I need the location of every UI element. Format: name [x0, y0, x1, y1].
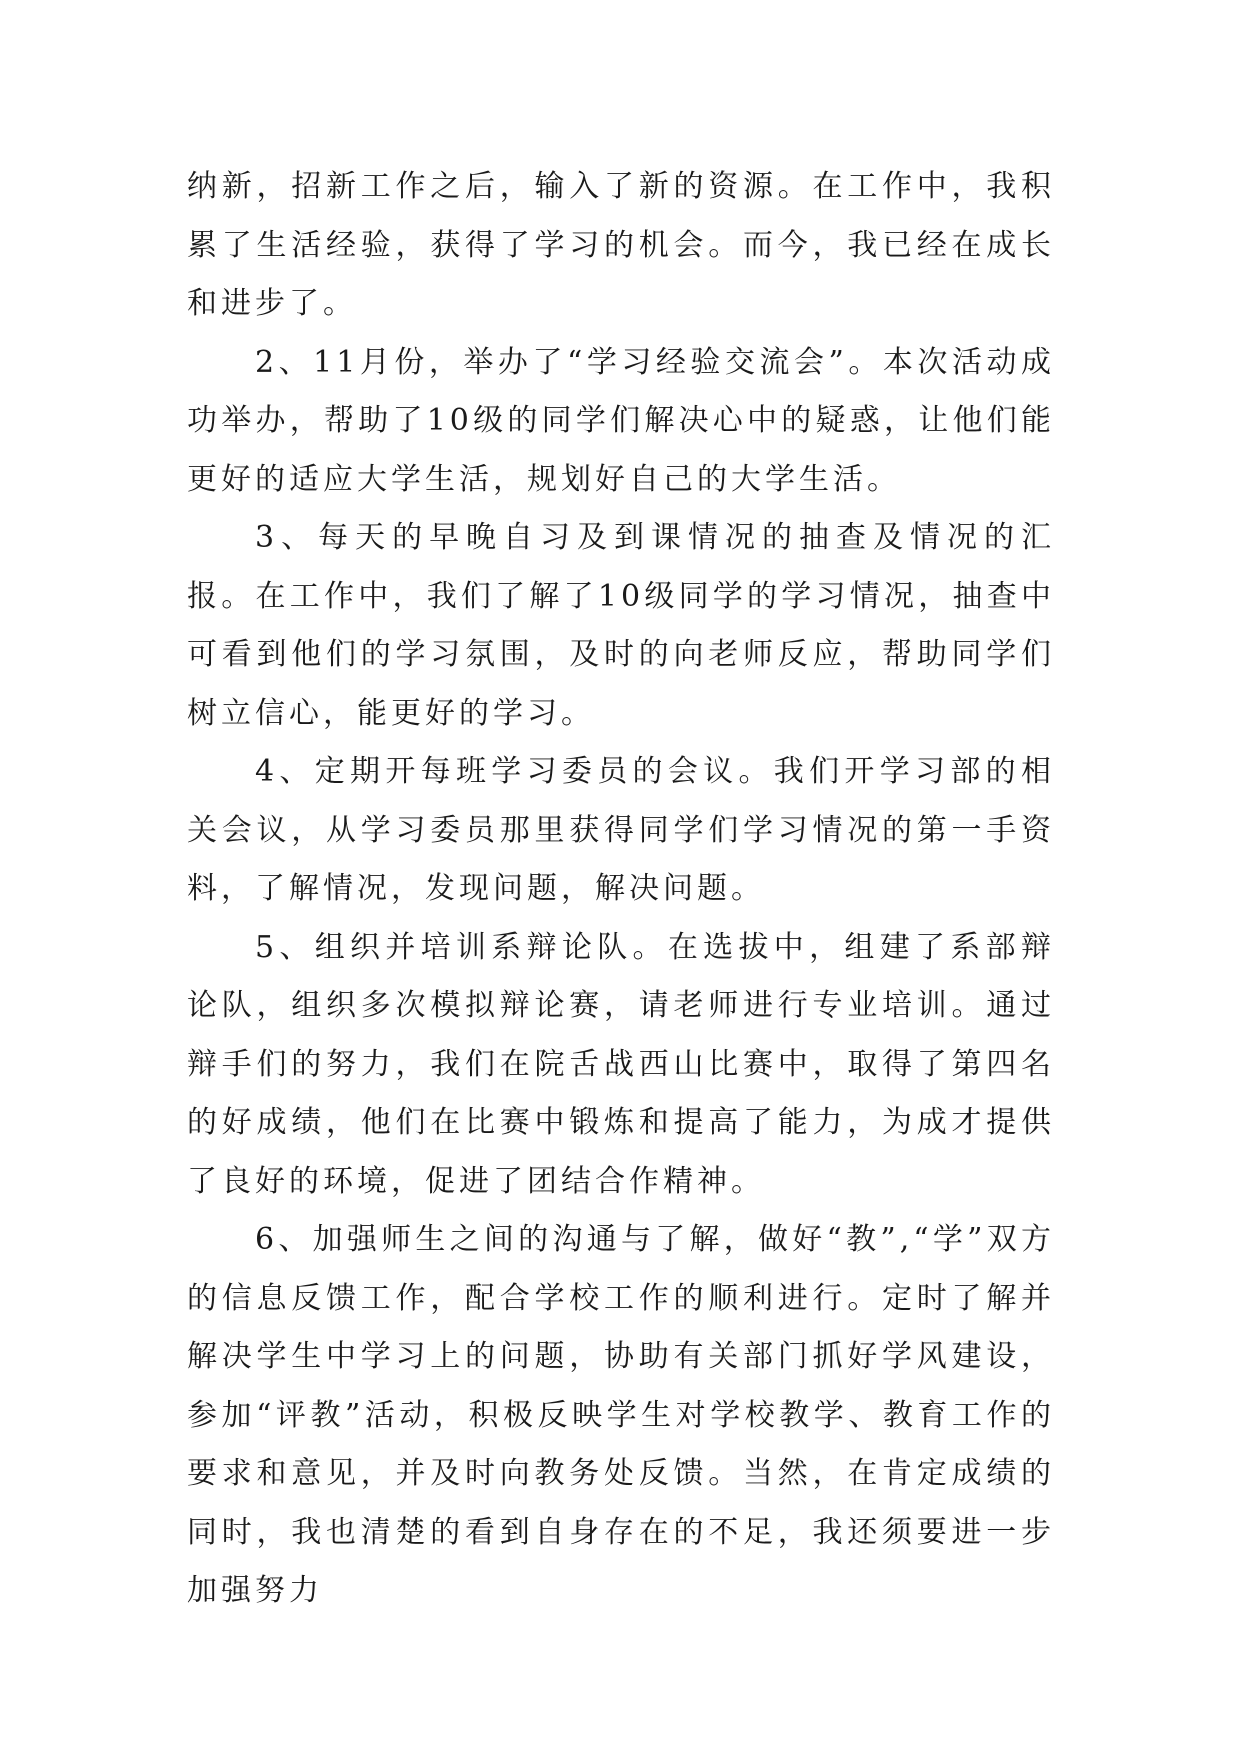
paragraph-item-3: 3、每天的早晚自习及到课情况的抽查及情况的汇报。在工作中，我们了解了10级同学的学习情况，抽查中可看到他们的学习氛围，及时的向老师反应，帮助同学们树立信心，能更好的学习。: [187, 520, 1055, 731]
paragraph-item-5: 5、组织并培训系辩论队。在选拔中，组建了系部辩论队，组织多次模拟辩论赛，请老师进行专业培训。通过辩手们的努力，我们在院舌战西山比赛中，取得了第四名的好成绩，他们在比赛中锻炼和提高了能力，为成才提供了良好的环境，促进了团结合作精神。: [187, 929, 1055, 1199]
paragraph-item-2: 2、11月份，举办了“学习经验交流会”。本次活动成功举办，帮助了10级的同学们解决心中的疑惑，让他们能更好的适应大学生活，规划好自己的大学生活。: [187, 344, 1055, 497]
paragraph-item-4: 4、定期开每班学习委员的会议。我们开学习部的相关会议，从学习委员那里获得同学们学习情况的第一手资料，了解情况，发现问题，解决问题。: [187, 754, 1055, 906]
paragraph-continuation: 纳新，招新工作之后，输入了新的资源。在工作中，我积累了生活经验，获得了学习的机会。而今，我已经在成长和进步了。: [187, 169, 1055, 321]
paragraph-item-6: 6、加强师生之间的沟通与了解，做好“教”,“学”双方的信息反馈工作，配合学校工作的顺利进行。定时了解并解决学生中学习上的问题，协助有关部门抓好学风建设，参加“评教”活动，积极反映学生对学校教学、教育工作的要求和意见，并及时向教务处反馈。当然，在肯定成绩的同时，我也清楚的看到自身存在的不足，我还须要进一步加强努力: [187, 1222, 1055, 1608]
document-page: [187, 158, 1055, 1621]
